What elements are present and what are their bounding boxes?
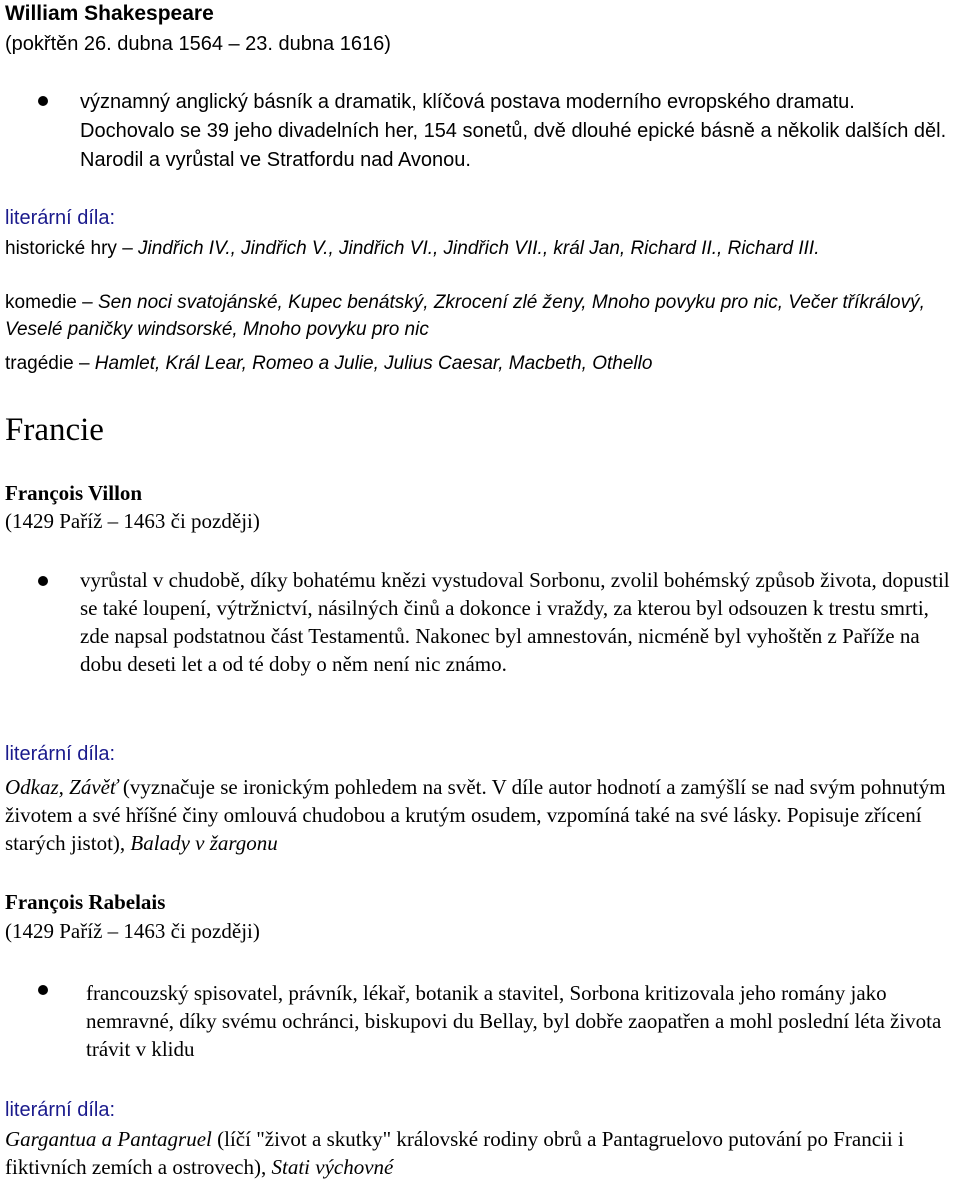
bullet-icon — [38, 96, 48, 106]
historical-prefix: historické hry – — [5, 238, 139, 259]
works-label-rabelais: literární díla: — [5, 1099, 116, 1121]
villon-work-2: Balady v žargonu — [130, 831, 278, 855]
author-name-shakespeare: William Shakespeare — [5, 2, 214, 25]
villon-works — [5, 773, 956, 857]
rabelais-bio: francouzský spisovatel, právník, lékař, botanik a stavitel, Sorbona kritizovala jeho romány jako nemravné, díky svému ochránci, biskupovi du Bellay, byl dobře zaopatřen a mohl poslední léta života trávit v klidu — [86, 981, 942, 1061]
comedy-list: Sen noci svatojánské, Kupec benátský, Zkrocení zlé ženy, Mnoho povyku pro nic, Večer tříkrálový, Veselé paničky windsorské, Mnoho povyku pro nic — [5, 292, 925, 340]
tragedy-list: Hamlet, Král Lear, Romeo a Julie, Julius Caesar, Macbeth, Othello — [94, 353, 653, 374]
villon-work-1: Odkaz, Závěť — [5, 775, 118, 799]
rabelais-works — [5, 1125, 956, 1181]
villon-work-1-desc: (vyznačuje se ironickým pohledem na svět. V díle autor hodnotí a zamýšlí se nad svým pohnutým životem a své hříšné činy omlouvá chudobou a krutým osudem, vzpomíná také na své lásky. Popisuje zřícení starých jistot), — [5, 775, 946, 855]
rabelais-work-1: Gargantua a Pantagruel — [5, 1127, 212, 1151]
bullet-icon — [38, 985, 48, 995]
bullet-icon — [38, 576, 48, 586]
author-dates-rabelais: (1429 Paříž – 1463 či později) — [5, 919, 260, 943]
comedies — [5, 289, 956, 343]
historical-list: Jindřich IV., Jindřich V., Jindřich VI., Jindřich VII., král Jan, Richard II., Richard III. — [138, 238, 820, 259]
villon-bio: vyrůstal v chudobě, díky bohatému knězi vystudoval Sorbonu, zvolil bohémský způsob života, dopustil se také loupení, výtržnictví, násilných činů a dokonce i vraždy, za kterou byl odsouzen k trestu smrti, zde napsal podstatnou část Testamentů. Nakonec byl amnestován, nicméně byl vyhoštěn z Paříže na dobu deseti let a od té doby o něm není nic známo. — [80, 568, 950, 676]
works-label-villon: literární díla: — [5, 743, 116, 765]
author-name-rabelais: François Rabelais — [5, 890, 166, 914]
author-dates-villon: (1429 Paříž – 1463 či později) — [5, 509, 260, 533]
comedy-prefix: komedie – — [5, 292, 98, 313]
rabelais-work-2: Stati výchovné — [271, 1155, 394, 1179]
shakespeare-bio: významný anglický básník a dramatik, klíčová postava moderního evropského dramatu. Dochovalo se 39 jeho divadelních her, 154 sonetů, dvě dlouhé epické básně a několik dalších děl. Narodil a vyrůstal ve Stratfordu nad Avonou. — [80, 91, 947, 171]
section-heading: Francie — [5, 412, 104, 448]
tragedies — [5, 350, 956, 377]
historical-plays — [5, 235, 956, 262]
author-name-villon: François Villon — [5, 481, 143, 505]
works-label-shakespeare: literární díla: — [5, 207, 116, 229]
author-dates-shakespeare: (pokřtěn 26. dubna 1564 – 23. dubna 1616) — [5, 33, 391, 55]
rabelais-work-1-desc: (líčí "život a skutky" královské rodiny obrů a Pantagruelovo putování po Francii i fiktivních zemích a ostrovech), — [5, 1127, 904, 1179]
tragedy-prefix: tragédie – — [5, 353, 95, 374]
